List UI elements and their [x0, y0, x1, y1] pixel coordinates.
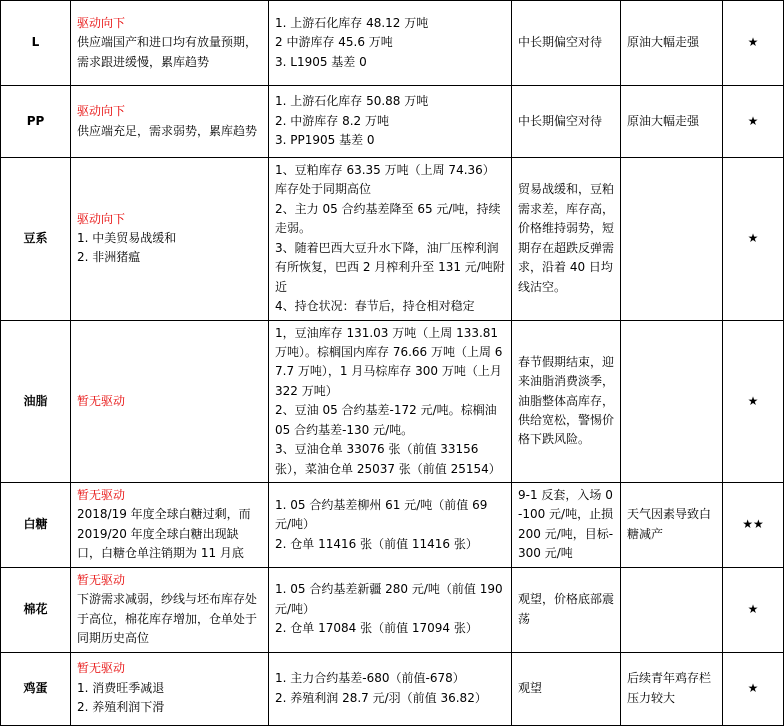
- drive-cell: [71, 320, 269, 483]
- table-body: [1, 1, 784, 726]
- commodity-name: 油脂: [1, 320, 71, 483]
- data-line: 3. PP1905 基差 0: [275, 133, 375, 148]
- drive-line: 1. 中美贸易战缓和: [77, 231, 177, 246]
- data-line: 4、持仓状况：春节后，持仓相对稳定: [275, 299, 475, 314]
- drive-label: 暂无驱动: [77, 572, 126, 587]
- drive-label: 暂无驱动: [77, 661, 126, 676]
- star-rating: ★: [723, 320, 784, 483]
- data-line: 3、随着巴西大豆升水下降，油厂压榨利润有所恢复，巴西 2 月榨利升至 131 元/吨附近: [275, 240, 505, 294]
- drive-cell: [71, 652, 269, 725]
- drive-cell: [71, 483, 269, 568]
- data-line: 2. 仓单 11416 张（前值 11416 张）: [275, 536, 478, 551]
- data-line: 2. 养殖利润 28.7 元/羽（前值 36.82）: [275, 690, 487, 705]
- drive-line: 供应端国产和进口均有放量预期，需求跟进缓慢，累库趋势: [77, 35, 258, 69]
- data-line: 1，豆油库存 131.03 万吨（上周 133.81 万吨）。棕榈国内库存 76.66 万吨（上周 67.7 万吨），1 月马棕库存 300 万吨（上月 322 万吨）: [275, 325, 503, 398]
- drive-label: 驱动向下: [77, 211, 126, 226]
- data-line: 2. 中游库存 8.2 万吨: [275, 113, 389, 128]
- star-rating: ★: [723, 86, 784, 158]
- data-line: 1. 上游石化库存 50.88 万吨: [275, 94, 429, 109]
- risk-cell: 天气因素导致白糖减产: [621, 483, 723, 568]
- drive-label: 暂无驱动: [77, 488, 126, 502]
- drive-line: 1. 消费旺季减退: [77, 680, 165, 695]
- drive-label: 暂无驱动: [77, 393, 126, 408]
- drive-cell: [71, 158, 269, 321]
- data-line: 1. 上游石化库存 48.12 万吨: [275, 15, 429, 30]
- view-cell: 9-1 反套，入场 0-100 元/吨，止损 200 元/吨，目标-300 元/吨: [512, 483, 621, 568]
- data-line: 2、主力 05 合约基差降至 65 元/吨，持续走弱。: [275, 201, 501, 236]
- data-cell: [269, 567, 512, 652]
- drive-cell: [71, 86, 269, 158]
- data-line: 3、豆油仓单 33076 张（前值 33156 张），菜油仓单 25037 张（前值 25154）: [275, 442, 501, 476]
- data-line: 2、豆油 05 合约基差-172 元/吨。棕榈油 05 合约基差-130 元/吨。: [275, 403, 497, 437]
- drive-line: 供应端充足，需求弱势，累库趋势: [77, 123, 258, 138]
- data-line: 2. 仓单 17084 张（前值 17094 张）: [275, 621, 478, 636]
- commodity-name: 棉花: [1, 567, 71, 652]
- commodity-name: L: [1, 1, 71, 86]
- view-cell: 贸易战缓和，豆粕需求差，库存高，价格维持弱势，短期存在超跌反弹需求，沿着 40 日均线沽空。: [512, 158, 621, 321]
- drive-label: 驱动向下: [77, 15, 126, 30]
- drive-line: 2018/19 年度全球白糖过剩，而 2019/20 年度全球白糖出现缺口，白糖仓单注销期为 11 月底: [77, 507, 251, 561]
- data-line: 1. 主力合约基差-680（前值-678）: [275, 671, 465, 686]
- view-cell: 中长期偏空对待: [512, 86, 621, 158]
- commodity-name: 白糖: [1, 483, 71, 568]
- table-row-l: [1, 1, 784, 86]
- risk-cell: [621, 320, 723, 483]
- commodity-name: 豆系: [1, 158, 71, 321]
- data-line: 3. L1905 基差 0: [275, 54, 367, 69]
- risk-cell: 原油大幅走强: [621, 86, 723, 158]
- data-cell: [269, 483, 512, 568]
- drive-cell: [71, 1, 269, 86]
- data-line: 1. 05 合约基差柳州 61 元/吨（前值 69 元/吨）: [275, 497, 488, 532]
- data-line: 1、豆粕库存 63.35 万吨（上周 74.36）库存处于同期高位: [275, 163, 495, 197]
- table-row-cotton: [1, 567, 784, 652]
- star-rating: ★: [723, 158, 784, 321]
- table-row-soy: [1, 158, 784, 321]
- table-row-pp: [1, 86, 784, 158]
- data-cell: [269, 1, 512, 86]
- data-cell: [269, 652, 512, 725]
- data-line: 2 中游库存 45.6 万吨: [275, 35, 393, 50]
- view-cell: 观望，价格底部震荡: [512, 567, 621, 652]
- table-row-egg: [1, 652, 784, 725]
- view-cell: 观望: [512, 652, 621, 725]
- data-line: 1. 05 合约基差新疆 280 元/吨（前值 190 元/吨）: [275, 582, 503, 616]
- drive-line: 下游需求减弱，纱线与坯布库存处于高位，棉花库存增加，仓单处于同期历史高位: [77, 592, 258, 646]
- star-rating: ★★: [723, 483, 784, 568]
- commodity-name: 鸡蛋: [1, 652, 71, 725]
- risk-cell: [621, 158, 723, 321]
- star-rating: ★: [723, 652, 784, 725]
- drive-line: 2. 非洲猪瘟: [77, 250, 141, 265]
- star-rating: ★: [723, 567, 784, 652]
- data-cell: [269, 158, 512, 321]
- view-cell: 春节假期结束，迎来油脂消费淡季，油脂整体高库存，供给宽松，警惕价格下跌风险。: [512, 320, 621, 483]
- risk-cell: 原油大幅走强: [621, 1, 723, 86]
- risk-cell: [621, 567, 723, 652]
- view-cell: 中长期偏空对待: [512, 1, 621, 86]
- data-cell: [269, 320, 512, 483]
- data-cell: [269, 86, 512, 158]
- table-row-sugar: [1, 483, 784, 568]
- drive-cell: [71, 567, 269, 652]
- drive-line: 2. 养殖利润下滑: [77, 700, 165, 715]
- risk-cell: 后续青年鸡存栏压力较大: [621, 652, 723, 725]
- drive-label: 驱动向下: [77, 104, 126, 119]
- star-rating: ★: [723, 1, 784, 86]
- table-row-oil: [1, 320, 784, 483]
- commodity-name: PP: [1, 86, 71, 158]
